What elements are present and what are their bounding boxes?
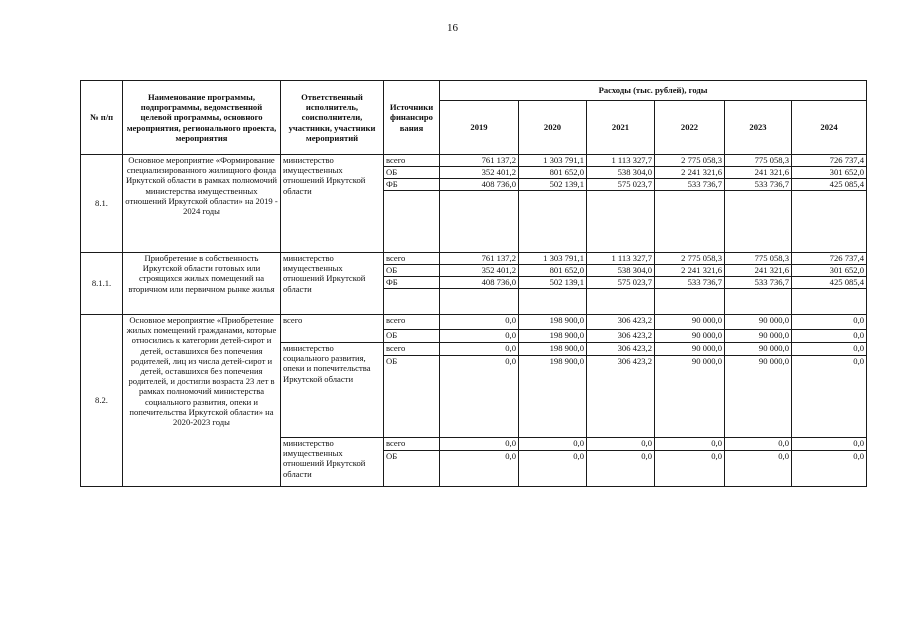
value-cell: 2 775 058,3 (655, 253, 725, 265)
value-cell: 726 737,4 (792, 155, 867, 167)
empty-cell (384, 191, 440, 253)
source-cell: всего (384, 155, 440, 167)
value-cell: 301 652,0 (792, 167, 867, 179)
value-cell: 575 023,7 (587, 179, 655, 191)
value-cell: 533 736,7 (725, 277, 792, 289)
activity-name: Основное мероприятие «Формирование специализированного жилищного фонда Иркутской области в рамках полномочий министерства имущественных отношений Иркутской области» на 2019 - 2024 годы (123, 155, 281, 253)
row-number: 8.2. (81, 315, 123, 487)
value-cell: 0,0 (587, 451, 655, 487)
value-cell: 0,0 (440, 451, 519, 487)
source-cell: всего (384, 343, 440, 356)
source-cell: ОБ (384, 265, 440, 277)
empty-cell (440, 289, 519, 315)
source-cell: ОБ (384, 356, 440, 438)
value-cell: 408 736,0 (440, 179, 519, 191)
header-year: 2020 (519, 101, 587, 155)
empty-cell (440, 191, 519, 253)
empty-cell (519, 191, 587, 253)
header-expenses: Расходы (тыс. рублей), годы (440, 81, 867, 101)
empty-cell (519, 289, 587, 315)
source-cell: ФБ (384, 179, 440, 191)
value-cell: 761 137,2 (440, 155, 519, 167)
value-cell: 533 736,7 (655, 179, 725, 191)
value-cell: 1 113 327,7 (587, 253, 655, 265)
value-cell: 0,0 (440, 356, 519, 438)
value-cell: 0,0 (792, 356, 867, 438)
responsible: министерство социального развития, опеки и попечительства Иркутской области (281, 343, 384, 438)
value-cell: 538 304,0 (587, 167, 655, 179)
value-cell: 502 139,1 (519, 179, 587, 191)
source-cell: всего (384, 315, 440, 330)
value-cell: 1 303 791,1 (519, 155, 587, 167)
value-cell: 0,0 (440, 330, 519, 343)
value-cell: 0,0 (792, 330, 867, 343)
value-cell: 0,0 (440, 438, 519, 451)
value-cell: 726 737,4 (792, 253, 867, 265)
source-cell: всего (384, 438, 440, 451)
responsible: министерство имущественных отношений Иркутской области (281, 155, 384, 253)
value-cell: 90 000,0 (655, 343, 725, 356)
header-year: 2023 (725, 101, 792, 155)
value-cell: 90 000,0 (655, 330, 725, 343)
value-cell: 0,0 (519, 451, 587, 487)
header-name: Наименование программы, подпрограммы, ведомственной целевой программы, основного мероприятия, регионального проекта, мероприятия (123, 81, 281, 155)
value-cell: 241 321,6 (725, 167, 792, 179)
value-cell: 533 736,7 (725, 179, 792, 191)
value-cell: 306 423,2 (587, 343, 655, 356)
value-cell: 775 058,3 (725, 155, 792, 167)
value-cell: 0,0 (587, 438, 655, 451)
value-cell: 761 137,2 (440, 253, 519, 265)
value-cell: 533 736,7 (655, 277, 725, 289)
value-cell: 425 085,4 (792, 277, 867, 289)
header-num: № п/п (81, 81, 123, 155)
value-cell: 801 652,0 (519, 265, 587, 277)
value-cell: 0,0 (440, 315, 519, 330)
value-cell: 0,0 (792, 343, 867, 356)
value-cell: 352 401,2 (440, 265, 519, 277)
value-cell: 198 900,0 (519, 315, 587, 330)
source-cell: всего (384, 253, 440, 265)
page-number: 16 (447, 22, 458, 34)
value-cell: 502 139,1 (519, 277, 587, 289)
value-cell: 425 085,4 (792, 179, 867, 191)
value-cell: 0,0 (792, 451, 867, 487)
value-cell: 306 423,2 (587, 315, 655, 330)
empty-cell (792, 191, 867, 253)
value-cell: 0,0 (792, 315, 867, 330)
value-cell: 0,0 (655, 438, 725, 451)
source-cell: ОБ (384, 330, 440, 343)
value-cell: 0,0 (792, 438, 867, 451)
value-cell: 775 058,3 (725, 253, 792, 265)
empty-cell (587, 289, 655, 315)
empty-cell (655, 289, 725, 315)
empty-cell (725, 289, 792, 315)
empty-cell (792, 289, 867, 315)
value-cell: 198 900,0 (519, 330, 587, 343)
header-year: 2024 (792, 101, 867, 155)
empty-cell (384, 289, 440, 315)
activity-name: Приобретение в собственность Иркутской области готовых или строящихся жилых помещений на вторичном или первичном рынке жилья (123, 253, 281, 315)
header-year: 2022 (655, 101, 725, 155)
value-cell: 2 241 321,6 (655, 167, 725, 179)
value-cell: 2 775 058,3 (655, 155, 725, 167)
activity-name: Основное мероприятие «Приобретение жилых помещений гражданами, которые относились к категории детей-сирот и детей, оставшихся без попечения родителей, лиц из числа детей-сирот и детей, оставшихся без попечения родителей, и достигли возраста 23 лет в рамках полномочий министерства социального развития, опеки и попечительства Иркутской области» на 2020-2023 годы (123, 315, 281, 487)
value-cell: 1 303 791,1 (519, 253, 587, 265)
value-cell: 90 000,0 (725, 315, 792, 330)
responsible: министерство имущественных отношений Иркутской области (281, 253, 384, 315)
value-cell: 198 900,0 (519, 356, 587, 438)
value-cell: 801 652,0 (519, 167, 587, 179)
empty-cell (587, 191, 655, 253)
value-cell: 241 321,6 (725, 265, 792, 277)
source-cell: ОБ (384, 167, 440, 179)
value-cell: 301 652,0 (792, 265, 867, 277)
header-source: Источники финансиро вания (384, 81, 440, 155)
value-cell: 2 241 321,6 (655, 265, 725, 277)
responsible: министерство имущественных отношений Иркутской области (281, 438, 384, 487)
value-cell: 538 304,0 (587, 265, 655, 277)
source-cell: ФБ (384, 277, 440, 289)
row-number: 8.1.1. (81, 253, 123, 315)
value-cell: 90 000,0 (725, 356, 792, 438)
header-year: 2021 (587, 101, 655, 155)
responsible: всего (281, 315, 384, 343)
value-cell: 198 900,0 (519, 343, 587, 356)
value-cell: 0,0 (519, 438, 587, 451)
value-cell: 1 113 327,7 (587, 155, 655, 167)
source-cell: ОБ (384, 451, 440, 487)
row-number: 8.1. (81, 155, 123, 253)
value-cell: 0,0 (725, 451, 792, 487)
value-cell: 90 000,0 (725, 330, 792, 343)
value-cell: 575 023,7 (587, 277, 655, 289)
value-cell: 352 401,2 (440, 167, 519, 179)
value-cell: 306 423,2 (587, 356, 655, 438)
value-cell: 0,0 (725, 438, 792, 451)
value-cell: 408 736,0 (440, 277, 519, 289)
empty-cell (725, 191, 792, 253)
value-cell: 306 423,2 (587, 330, 655, 343)
empty-cell (655, 191, 725, 253)
budget-table (80, 80, 867, 487)
value-cell: 90 000,0 (655, 315, 725, 330)
value-cell: 0,0 (440, 343, 519, 356)
header-year: 2019 (440, 101, 519, 155)
value-cell: 90 000,0 (655, 356, 725, 438)
value-cell: 0,0 (655, 451, 725, 487)
value-cell: 90 000,0 (725, 343, 792, 356)
header-responsible: Ответственный исполнитель, соисполнители, участники, участники мероприятий (281, 81, 384, 155)
